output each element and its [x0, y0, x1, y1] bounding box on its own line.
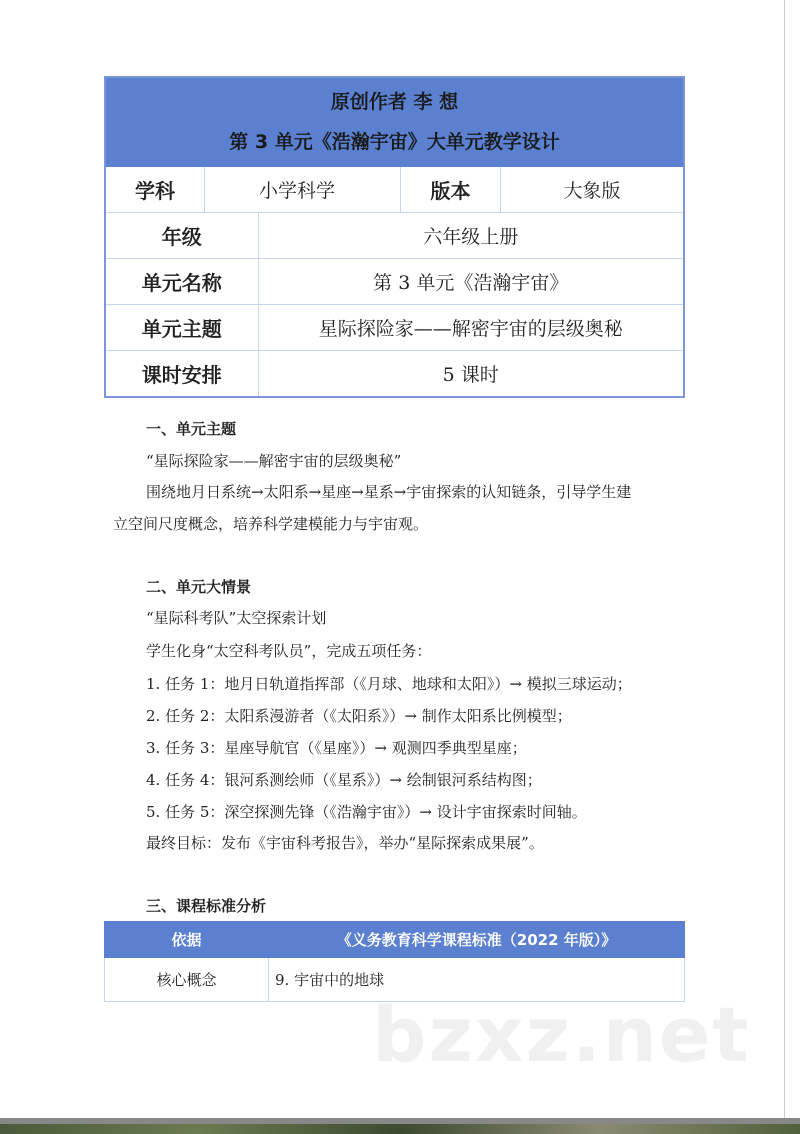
doc-title: 第 3 单元《浩瀚宇宙》大单元教学设计 [229, 131, 560, 153]
hours-label: 课时安排 [105, 351, 258, 398]
table-header [105, 77, 684, 167]
paragraph: “星际探险家——解密宇宙的层级奥秘” [146, 452, 402, 470]
author: 原创作者 李 想 [330, 91, 459, 113]
task-item: 2. 任务 2：太阳系漫游者（《太阳系》）→ 制作太阳系比例模型； [146, 707, 572, 725]
table-cell: 核心概念 [105, 958, 269, 1002]
column-header: 《义务教育科学课程标准（2022 年版）》 [269, 922, 685, 958]
paragraph: “星际科考队”太空探索计划 [146, 609, 327, 627]
grade-value: 六年级上册 [258, 213, 684, 259]
grade-label: 年级 [105, 213, 258, 259]
edition-value: 大象版 [501, 167, 685, 213]
unit-name-value: 第 3 单元《浩瀚宇宙》 [258, 259, 684, 305]
watermark: bzxz.net [372, 990, 751, 1079]
section-heading: 三、课程标准分析 [146, 897, 267, 915]
paragraph: 围绕地月日系统→太阳系→星座→星系→宇宙探索的认知链条，引导学生建 [146, 483, 632, 501]
section-heading: 二、单元大情景 [146, 578, 252, 596]
info-table [104, 76, 685, 398]
task-item: 4. 任务 4：银河系测绘师（《星系》）→ 绘制银河系结构图； [146, 771, 542, 789]
edition-label: 版本 [401, 167, 501, 213]
paragraph: 最终目标：发布《宇宙科考报告》，举办“星际探索成果展”。 [146, 834, 544, 852]
background-photo-strip [0, 1124, 800, 1134]
task-item: 3. 任务 3：星座导航官（《星座》）→ 观测四季典型星座； [146, 739, 527, 757]
paragraph: 学生化身“太空科考队员”，完成五项任务： [146, 642, 432, 660]
section-heading: 一、单元主题 [146, 420, 237, 438]
hours-value: 5 课时 [258, 351, 684, 398]
task-item: 1. 任务 1：地月日轨道指挥部（《月球、地球和太阳》）→ 模拟三球运动； [146, 675, 632, 693]
unit-name-label: 单元名称 [105, 259, 258, 305]
subject-value: 小学科学 [258, 167, 401, 213]
column-header: 依据 [105, 922, 269, 958]
table-cell: 9. 宇宙中的地球 [269, 958, 685, 1002]
task-item: 5. 任务 5：深空探测先锋（《浩瀚宇宙》）→ 设计宇宙探索时间轴。 [146, 803, 587, 821]
subject-label: 学科 [105, 167, 205, 213]
unit-theme-value: 星际探险家——解密宇宙的层级奥秘 [258, 305, 684, 351]
paragraph: 立空间尺度概念，培养科学建模能力与宇宙观。 [113, 515, 429, 533]
spacer [205, 167, 259, 213]
unit-theme-label: 单元主题 [105, 305, 258, 351]
